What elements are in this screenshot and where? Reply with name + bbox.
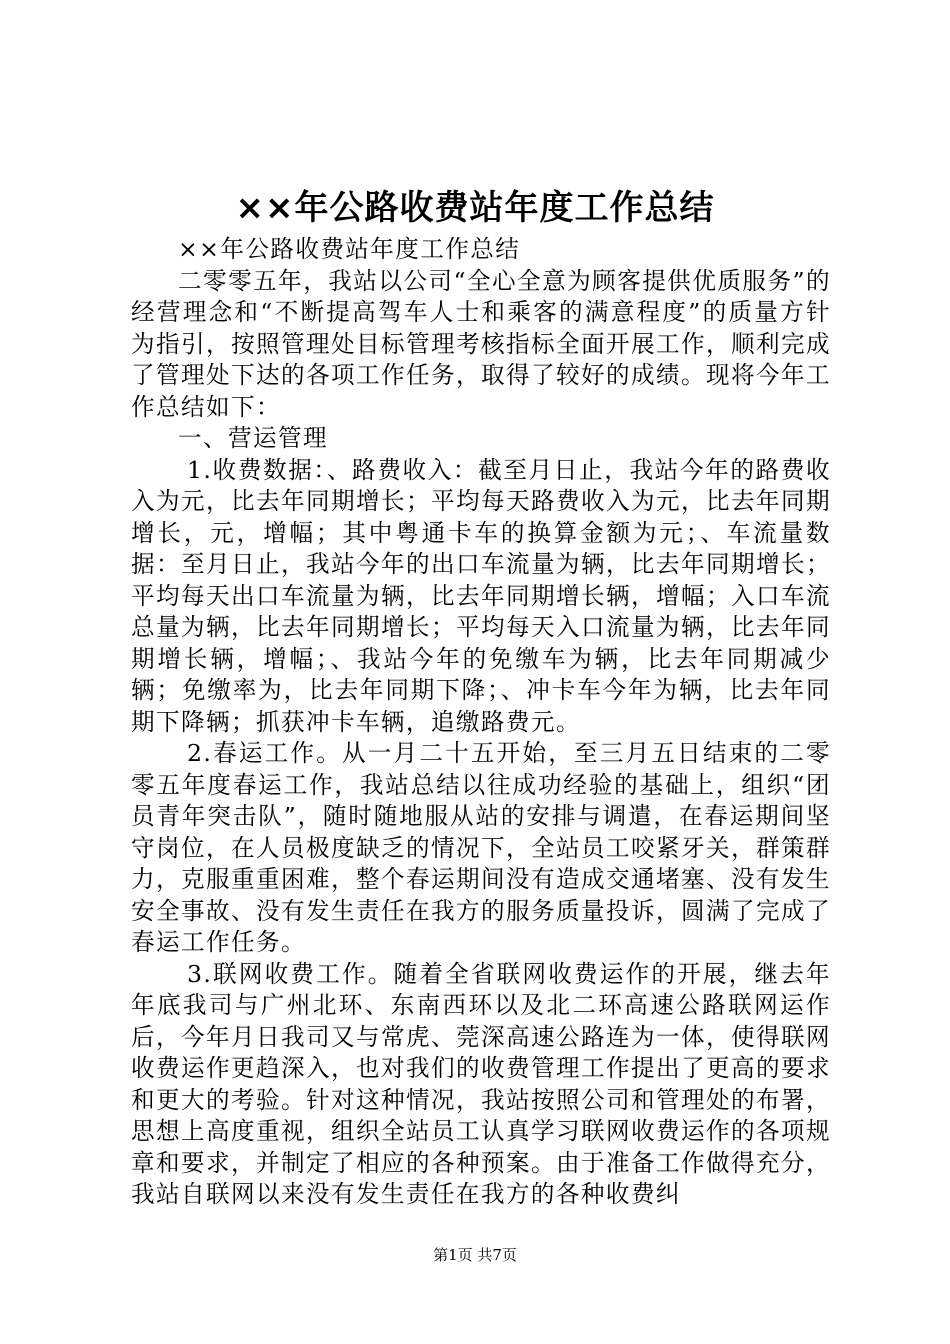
paragraph-network-toll: 3.联网收费工作。随着全省联网收费运作的开展，继去年年底我司与广州北环、东南西环以及北二环高速公路联网运作后，今年月日我司又与常虎、莞深高速公路连为一体，使得联网收费运作更趋深入，也对我们的收费管理工作提出了更高的要求和更大的考验。针对这种情况，我站按照公司和管理处的布署，思想上高度重视，组织全站员工认真学习联网收费运作的各项规章和要求，并制定了相应的各种预案。由于准备工作做得充分，我站自联网以来没有发生责任在我方的各种收费纠: [131, 959, 831, 1208]
document-title: ××年公路收费站年度工作总结: [235, 188, 715, 228]
paragraph-toll-data: 1.收费数据：、路费收入：截至月日止，我站今年的路费收入为元，比去年同期增长；平均每天路费收入为元，比去年同期增长，元，增幅；其中粤通卡车的换算金额为元；、车流量数据：至月日止，我站今年的出口车流量为辆，比去年同期增长；平均每天出口车流量为辆，比去年同期增长辆，增幅；入口车流总量为辆，比去年同期增长；平均每天入口流量为辆，比去年同期增长辆，增幅；、我站今年的免缴车为辆，比去年同期减少辆；免缴率为，比去年同期下降；、冲卡车今年为辆，比去年同期下降辆；抓获冲卡车辆，追缴路费元。: [131, 455, 831, 736]
section-heading-operations: 一、营运管理: [178, 424, 328, 452]
page-number-footer: 第1页 共7页: [433, 1246, 517, 1264]
document-body: [131, 234, 831, 1211]
paragraph-spring-festival: 2.春运工作。从一月二十五开始，至三月五日结束的二零零五年度春运工作，我站总结以往成功经验的基础上，组织“团员青年突击队”，随时随地服从站的安排与调遣，在春运期间坚守岗位，在人员极度缺乏的情况下，全站员工咬紧牙关，群策群力，克服重重困难，整个春运期间没有造成交通堵塞、没有发生安全事故、没有发生责任在我方的服务质量投诉，圆满了完成了春运工作任务。: [131, 739, 831, 956]
intro-paragraph: 二零零五年，我站以公司“全心全意为顾客提供优质服务”的经营理念和“不断提高驾车人士和乘客的满意程度”的质量方针为指引，按照管理处目标管理考核指标全面开展工作，顺利完成了管理处下达的各项工作任务，取得了较好的成绩。现将今年工作总结如下：: [131, 266, 831, 421]
subtitle-paragraph: ××年公路收费站年度工作总结: [178, 235, 521, 263]
